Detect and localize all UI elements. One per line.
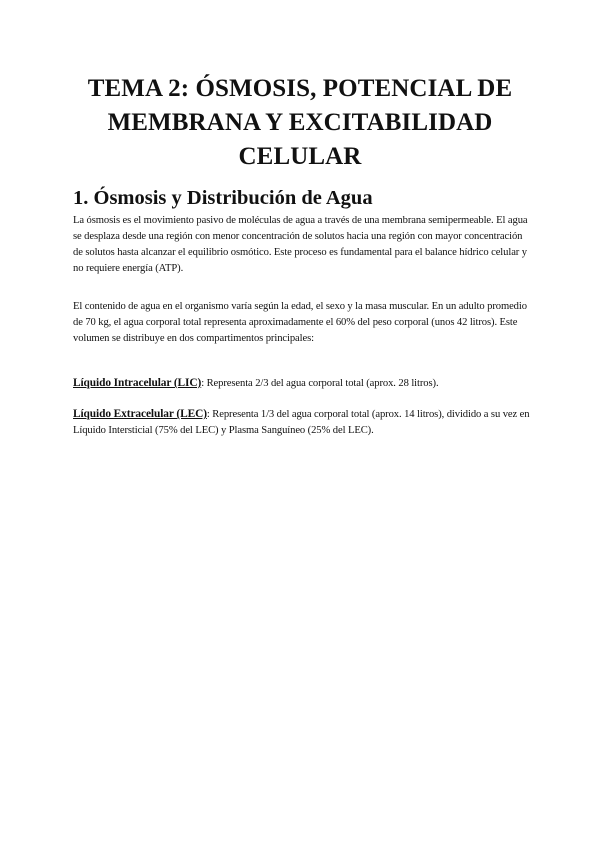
document-title: TEMA 2: ÓSMOSIS, POTENCIAL DE MEMBRANA Y EXCITABILIDAD CELULAR [87, 75, 513, 170]
paragraph-osmosis: La ósmosis es el movimiento pasivo de moléculas de agua a través de una membrana semipermeable. El agua se desplaza desde una región con menor concentración de solutos hacia una región con mayor concentración de solutos hasta alcanzar el equilibrio osmótico. Este proceso es fundamental para el balance hídrico celular y no requiere energía (ATP). [73, 215, 528, 274]
term-lic: Líquido Intracelular (LIC) [73, 377, 202, 389]
list-item [73, 375, 533, 392]
item-text-lec: : Representa 1/3 del agua corporal total (aprox. 14 litros), dividido a su vez en Líquido Intersticial (75% del LEC) y Plasma Sanguíneo (25% del LEC). [73, 409, 530, 436]
term-lec: Líquido Extracelular (LEC) [73, 408, 207, 420]
paragraph-body-water: El contenido de agua en el organismo varía según la edad, el sexo y la masa muscular. En un adulto promedio de 70 kg, el agua corporal total representa aproximadamente el 60% del peso corporal (unos 42 litros). Este volumen se distribuye en dos compartimentos principales: [73, 301, 527, 344]
list-item [73, 406, 533, 439]
item-text-lic: : Representa 2/3 del agua corporal total (aprox. 28 litros). [201, 378, 439, 389]
section-heading: 1. Ósmosis y Distribución de Agua [73, 187, 373, 209]
